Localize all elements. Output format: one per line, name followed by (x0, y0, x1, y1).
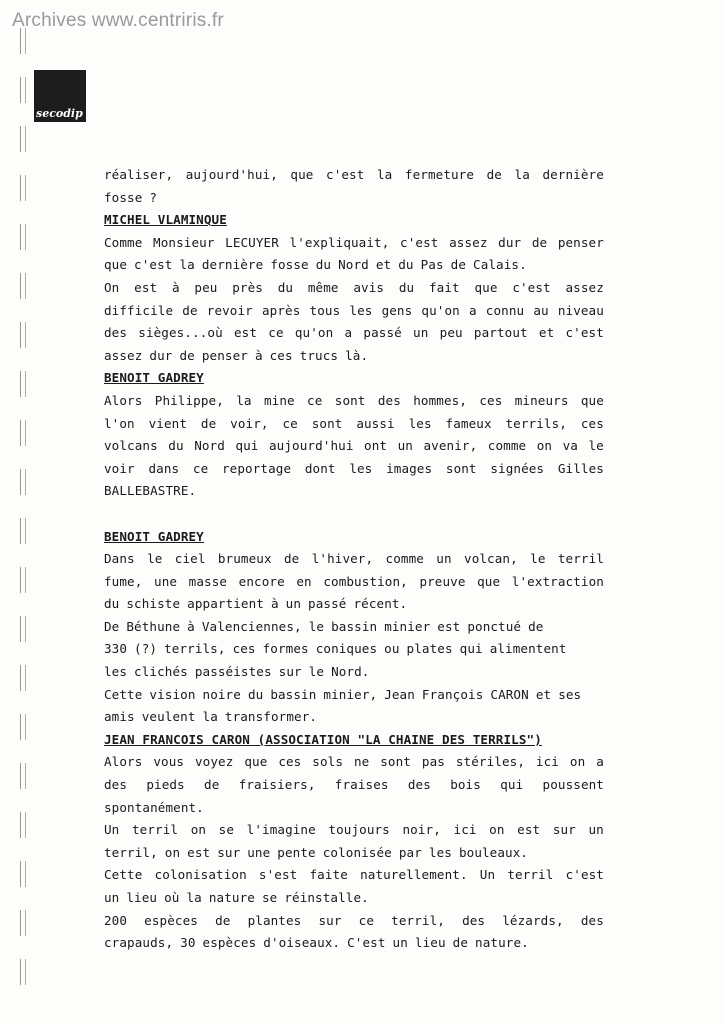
transcript-paragraph (104, 390, 604, 503)
text-line: les clichés passéistes sur le Nord. (104, 664, 370, 680)
margin-mark (20, 420, 26, 446)
margin-mark (20, 616, 26, 642)
margin-mark (20, 763, 26, 789)
text-line: du schiste appartient à un passé récent. (104, 596, 408, 612)
text-line: amis veulent la transformer. (104, 709, 318, 725)
margin-mark (20, 224, 26, 250)
margin-mark (20, 28, 26, 54)
text-line: des pieds de fraisiers, fraises des bois qui poussent (104, 777, 604, 793)
transcript-paragraph (104, 548, 604, 729)
text-line: spontanément. (104, 799, 204, 815)
text-line: Un terril on se l'imagine toujours noir, ici on est sur un (104, 822, 604, 838)
blank-line (104, 503, 604, 526)
text-line: 200 espèces de plantes sur ce terril, des lézards, des (104, 912, 604, 928)
archive-watermark: Archives www.centriris.fr (12, 10, 224, 31)
text-line: Cette colonisation s'est faite naturellement. Un terril c'est (104, 867, 604, 883)
text-line: volcans du Nord qui aujourd'hui ont un avenir, comme on va le (104, 438, 604, 454)
text-line: Comme Monsieur LECUYER l'expliquait, c'est assez dur de penser (104, 234, 604, 250)
margin-mark (20, 910, 26, 936)
margin-mark (20, 665, 26, 691)
speaker-name: JEAN FRANCOIS CARON (ASSOCIATION "LA CHAINE DES TERRILS") (104, 731, 542, 747)
text-line: difficile de revoir après tous les gens qu'on a connu au niveau (104, 302, 604, 318)
text-line: voir dans ce reportage dont les images sont signées Gilles (104, 460, 604, 476)
speaker-name: BENOIT GADREY (104, 528, 204, 544)
text-line: 330 (?) terrils, ces formes coniques ou plates qui alimentent (104, 641, 567, 657)
transcript-paragraph (104, 232, 604, 368)
margin-mark (20, 126, 26, 152)
text-line: On est à peu près du même avis du fait que c'est assez (104, 279, 604, 295)
text-line: assez dur de penser à ces trucs là. (104, 347, 369, 363)
text-line: terril, on est sur une pente colonisée par les bouleaux. (104, 844, 529, 860)
text-line: crapauds, 30 espèces d'oiseaux. C'est un lieu de nature. (104, 935, 529, 951)
margin-mark (20, 322, 26, 348)
margin-mark (20, 567, 26, 593)
text-line: que c'est la dernière fosse du Nord et du Pas de Calais. (104, 257, 527, 273)
margin-mark (20, 469, 26, 495)
text-line: Alors vous voyez que ces sols ne sont pas stériles, ici on a (104, 754, 604, 770)
margin-mark (20, 518, 26, 544)
text-line: un lieu où la nature se réinstalle. (104, 890, 369, 905)
text-line: réaliser, aujourd'hui, que c'est la fermeture de la dernière (104, 167, 604, 182)
text-line: fosse ? (104, 189, 158, 205)
margin-mark (20, 77, 26, 103)
transcript-body (104, 164, 604, 955)
transcript-paragraph (104, 164, 604, 209)
margin-mark (20, 812, 26, 838)
text-line: BALLEBASTRE. (104, 483, 197, 499)
margin-mark (20, 175, 26, 201)
text-line: Alors Philippe, la mine ce sont des hommes, ces mineurs que (104, 392, 604, 408)
margin-mark (20, 714, 26, 740)
text-line: Cette vision noire du bassin minier, Jean François CARON et ses (104, 686, 582, 702)
transcript-paragraph (104, 751, 604, 954)
text-line: l'on vient de voir, ce sont aussi les fameux terrils, ces (104, 415, 604, 431)
logo-text: secodip (36, 107, 83, 120)
text-line: des sièges...où est ce qu'on a passé un peu partout et c'est (104, 325, 604, 341)
speaker-name: BENOIT GADREY (104, 370, 204, 386)
margin-mark (20, 861, 26, 887)
secodip-logo (34, 70, 86, 122)
text-line: Dans le ciel brumeux de l'hiver, comme un volcan, le terril (104, 551, 604, 567)
margin-mark (20, 371, 26, 397)
binding-margin-marks (16, 28, 30, 1008)
text-line: De Béthune à Valenciennes, le bassin minier est ponctué de (104, 618, 544, 634)
margin-mark (20, 273, 26, 299)
speaker-name: MICHEL VLAMINQUE (104, 212, 227, 228)
text-line: fume, une masse encore en combustion, preuve que l'extraction (104, 573, 604, 589)
margin-mark (20, 959, 26, 985)
